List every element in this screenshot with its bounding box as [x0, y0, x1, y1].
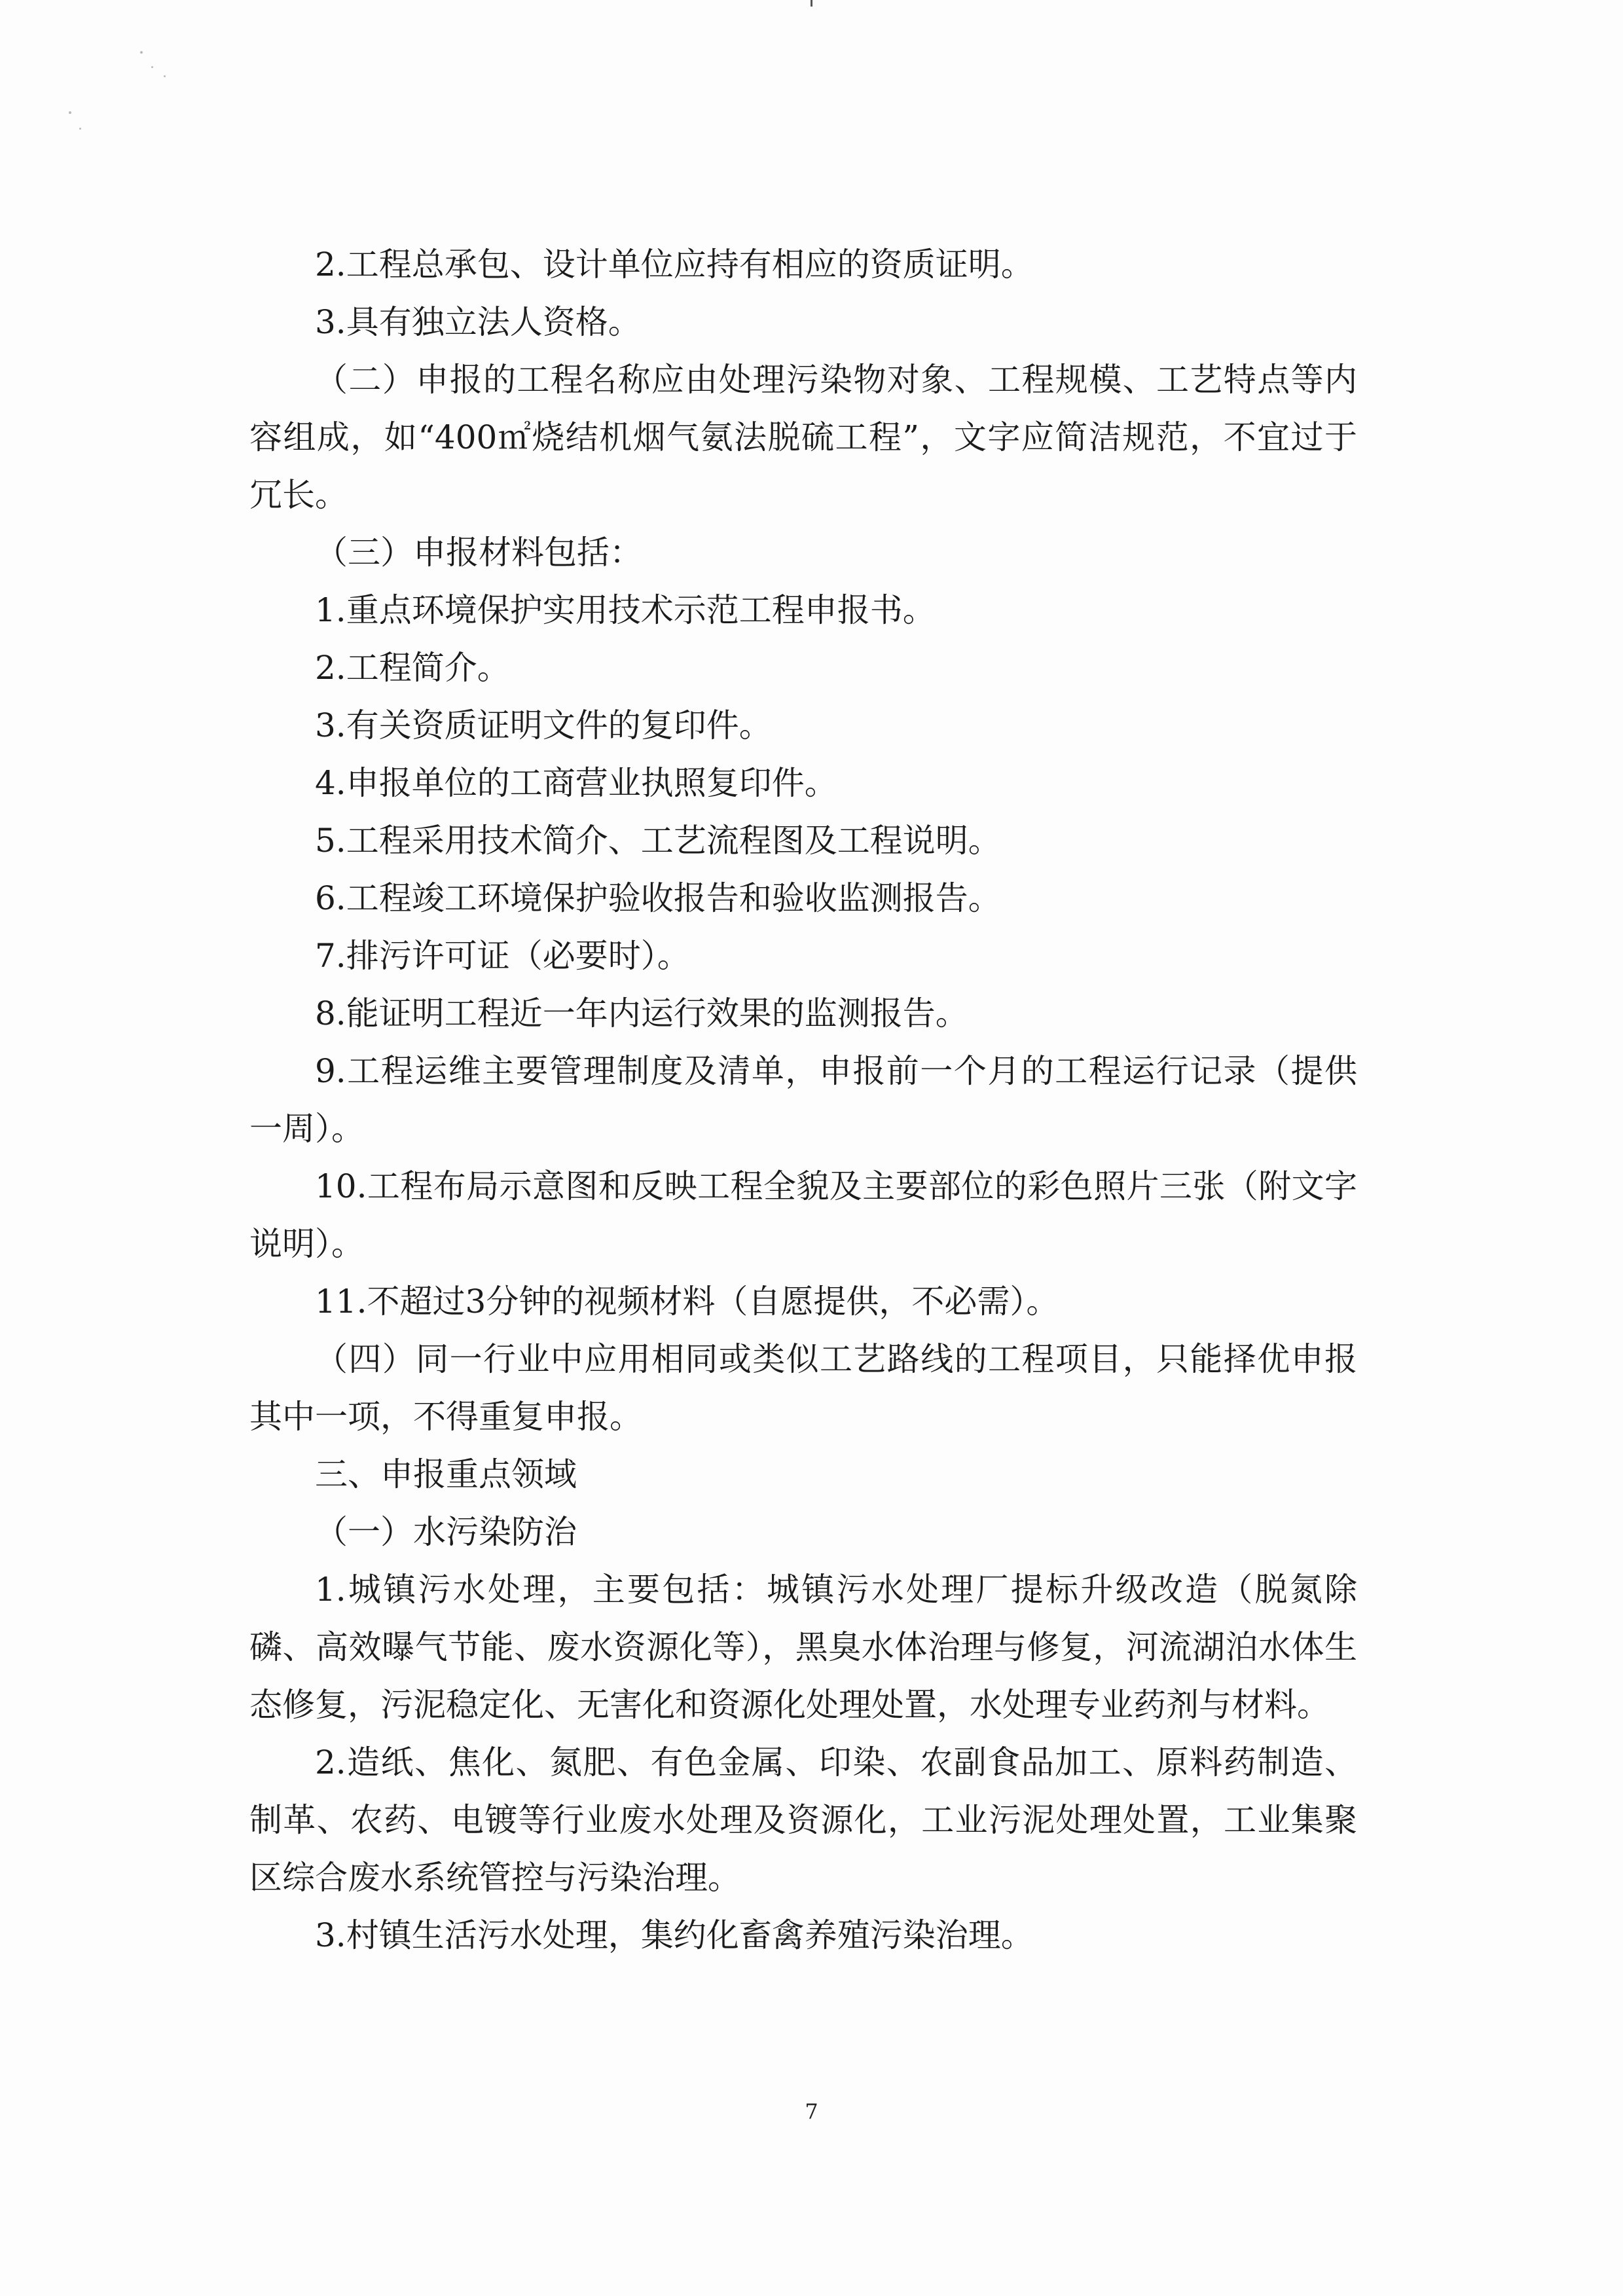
scan-speck [164, 75, 166, 77]
list-item: 5.工程采用技术简介、工艺流程图及工程说明。 [315, 822, 1001, 860]
list-item: 3.村镇生活污水处理，集约化畜禽养殖污染治理。 [315, 1916, 1034, 1954]
scan-speck [79, 128, 81, 130]
body-text [249, 236, 1357, 1964]
subsection-heading: （一）水污染防治 [315, 1513, 577, 1551]
list-item: 9.工程运维主要管理制度及清单，申报前一个月的工程运行记录（提供一周）。 [249, 1052, 1357, 1148]
list-item: 4.申报单位的工商营业执照复印件。 [315, 764, 837, 802]
list-item: 11.不超过3分钟的视频材料（自愿提供，不必需）。 [315, 1283, 1059, 1321]
scan-speck [140, 51, 143, 54]
scan-speck [151, 66, 153, 68]
paragraph: （二）申报的工程名称应由处理污染物对象、工程规模、工艺特点等内容组成，如“400㎡烧结机烟气氨法脱硫工程”，文字应简洁规范，不宜过于冗长。 [249, 361, 1357, 514]
paragraph: 2.工程总承包、设计单位应持有相应的资质证明。 [315, 246, 1034, 283]
paragraph: 3.具有独立法人资格。 [315, 303, 641, 341]
list-item: 1.城镇污水处理，主要包括：城镇污水处理厂提标升级改造（脱氮除磷、高效曝气节能、废水资源化等），黑臭水体治理与修复，河流湖泊水体生态修复，污泥稳定化、无害化和资源化处理处置，水处理专业药剂与材料。 [249, 1571, 1357, 1724]
list-item: 3.有关资质证明文件的复印件。 [315, 706, 772, 744]
paragraph: （四）同一行业中应用相同或类似工艺路线的工程项目，只能择优申报其中一项，不得重复申报。 [249, 1340, 1357, 1436]
paragraph: （三）申报材料包括： [315, 534, 642, 572]
list-item: 2.工程简介。 [315, 649, 510, 687]
list-item: 10.工程布局示意图和反映工程全貌及主要部位的彩色照片三张（附文字说明）。 [249, 1167, 1357, 1263]
page-number: 7 [805, 2099, 818, 2124]
section-heading: 三、申报重点领域 [315, 1455, 577, 1493]
list-item: 6.工程竣工环境保护验收报告和验收监测报告。 [315, 879, 1001, 917]
list-item: 8.能证明工程近一年内运行效果的监测报告。 [315, 994, 968, 1032]
list-item: 2.造纸、焦化、氮肥、有色金属、印染、农副食品加工、原料药制造、制革、农药、电镀等行业废水处理及资源化，工业污泥处理处置，工业集聚区综合废水系统管控与污染治理。 [249, 1743, 1357, 1897]
scan-speck [69, 111, 71, 114]
list-item: 7.排污许可证（必要时）。 [315, 937, 690, 975]
list-item: 1.重点环境保护实用技术示范工程申报书。 [315, 591, 936, 629]
scan-edge-mark [811, 0, 812, 7]
